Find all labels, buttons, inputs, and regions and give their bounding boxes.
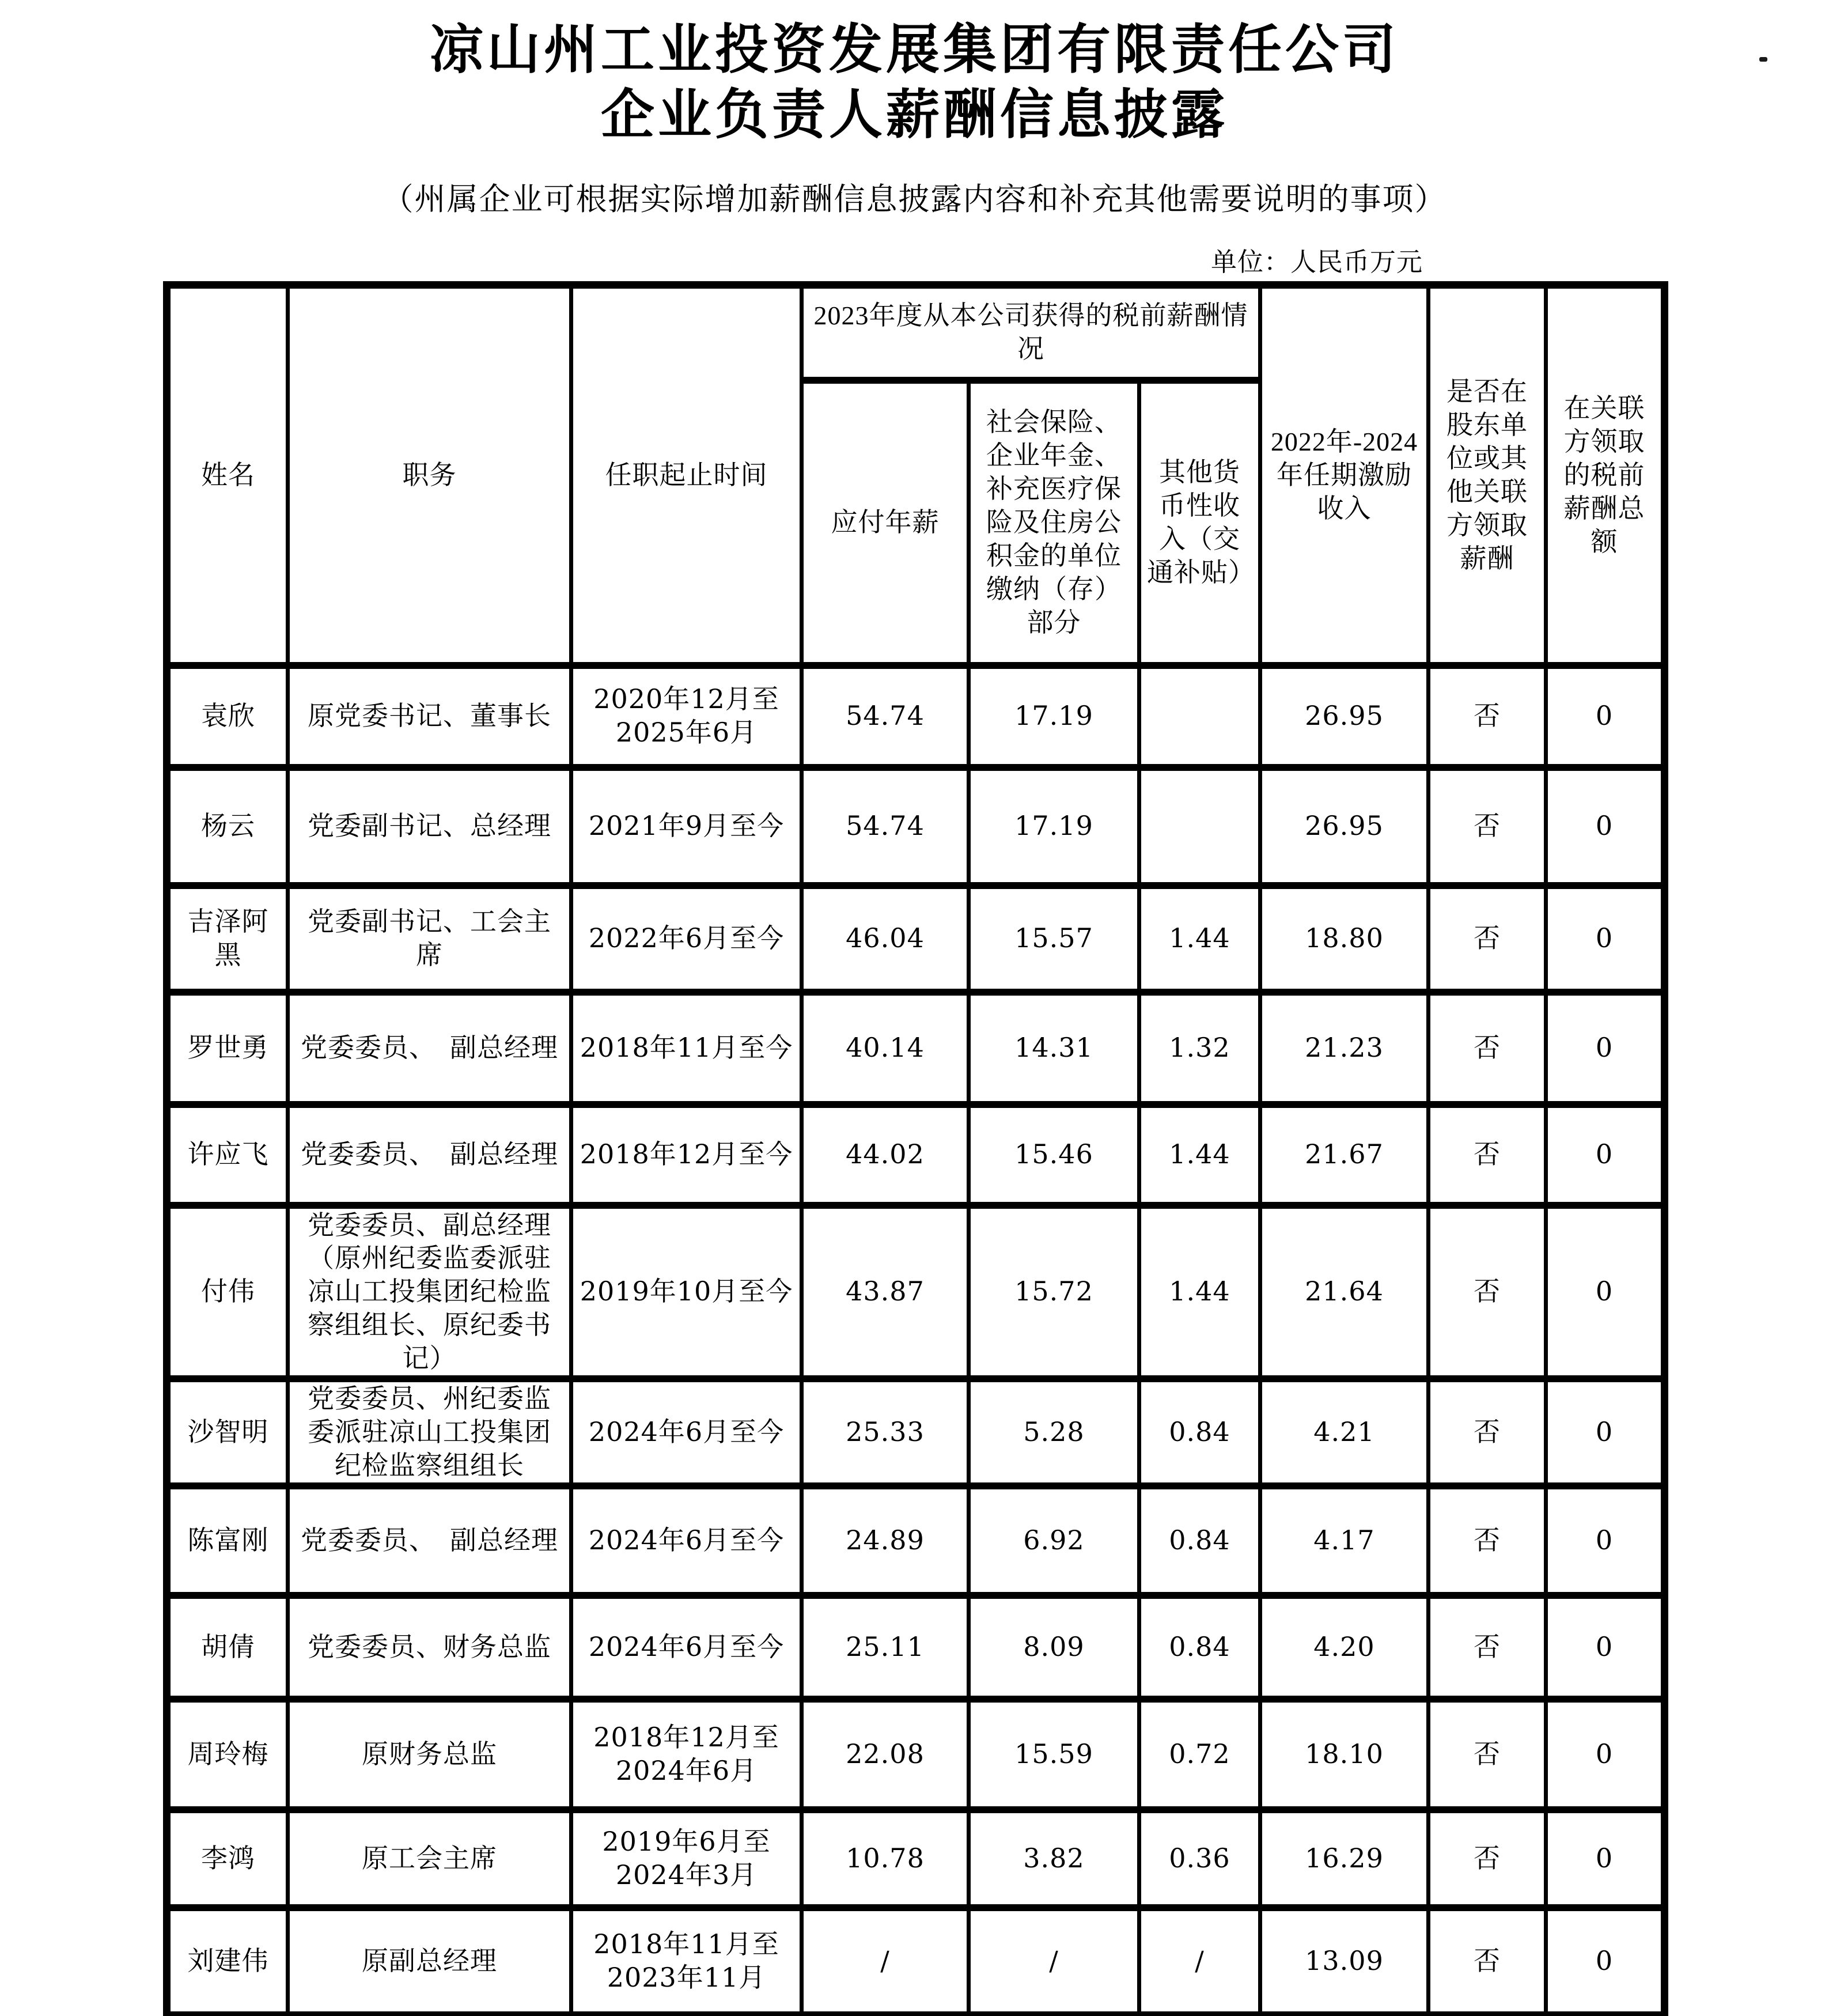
table-row [167, 1205, 1665, 1379]
cell-position: 党委委员、财务总监 [288, 1595, 571, 1699]
cell-name: 周玲梅 [167, 1699, 288, 1810]
cell-related-total: 0 [1546, 1908, 1665, 2016]
cell-name: 杨云 [167, 767, 288, 886]
table-row [167, 1105, 1665, 1205]
cell-other-cash: 0.84 [1139, 1379, 1260, 1486]
cell-other-cash: 0.72 [1139, 1699, 1260, 1810]
table-row [167, 1486, 1665, 1595]
table-row [167, 1595, 1665, 1699]
cell-name: 许应飞 [167, 1105, 288, 1205]
cell-other-cash: / [1139, 1908, 1260, 2016]
cell-social-insurance: 15.72 [969, 1205, 1139, 1379]
header-related-total: 在关联方领取的税前薪酬总额 [1546, 285, 1665, 665]
cell-tenure: 2024年6月至今 [571, 1379, 802, 1486]
cell-related-total: 0 [1546, 886, 1665, 992]
header-salary-payable: 应付年薪 [802, 380, 969, 665]
cell-social-insurance: 5.28 [969, 1379, 1139, 1486]
salary-table [163, 281, 1668, 2016]
cell-tenure: 2018年11月至今 [571, 992, 802, 1105]
page-title [0, 17, 1829, 148]
header-other-cash: 其他货币性收入（交通补贴） [1139, 380, 1260, 665]
cell-incentive: 26.95 [1260, 767, 1429, 886]
cell-tenure: 2019年10月至今 [571, 1205, 802, 1379]
cell-social-insurance: / [969, 1908, 1139, 2016]
cell-name: 袁欣 [167, 665, 288, 767]
cell-related-total: 0 [1546, 767, 1665, 886]
cell-salary-payable: 10.78 [802, 1810, 969, 1908]
cell-salary-payable: / [802, 1908, 969, 2016]
cell-social-insurance: 15.46 [969, 1105, 1139, 1205]
cell-tenure: 2021年9月至今 [571, 767, 802, 886]
cell-related-total: 0 [1546, 1379, 1665, 1486]
cell-position: 党委委员、州纪委监委派驻凉山工投集团纪检监察组组长 [288, 1379, 571, 1486]
cell-other-cash [1139, 665, 1260, 767]
cell-incentive: 18.10 [1260, 1699, 1429, 1810]
cell-social-insurance: 17.19 [969, 665, 1139, 767]
cell-other-cash: 0.36 [1139, 1810, 1260, 1908]
cell-tenure: 2024年6月至今 [571, 1486, 802, 1595]
cell-other-cash: 1.44 [1139, 1105, 1260, 1205]
cell-related-flag: 否 [1429, 1908, 1546, 2016]
cell-other-cash: 1.44 [1139, 1205, 1260, 1379]
cell-incentive: 4.17 [1260, 1486, 1429, 1595]
cell-position: 党委委员、 副总经理 [288, 992, 571, 1105]
table-row [167, 767, 1665, 886]
cell-position: 原财务总监 [288, 1699, 571, 1810]
cell-position: 原副总经理 [288, 1908, 571, 2016]
cell-related-flag: 否 [1429, 1205, 1546, 1379]
cell-social-insurance: 3.82 [969, 1810, 1139, 1908]
cell-related-flag: 否 [1429, 665, 1546, 767]
cell-social-insurance: 15.57 [969, 886, 1139, 992]
cell-name: 吉泽阿黑 [167, 886, 288, 992]
cell-related-flag: 否 [1429, 1486, 1546, 1595]
cell-related-total: 0 [1546, 1699, 1665, 1810]
cell-position: 原党委书记、董事长 [288, 665, 571, 767]
cell-tenure: 2018年11月至2023年11月 [571, 1908, 802, 2016]
cell-tenure: 2022年6月至今 [571, 886, 802, 992]
cell-incentive: 13.09 [1260, 1908, 1429, 2016]
cell-position: 党委副书记、总经理 [288, 767, 571, 886]
cell-other-cash: 1.44 [1139, 886, 1260, 992]
table-row [167, 665, 1665, 767]
cell-name: 罗世勇 [167, 992, 288, 1105]
cell-position: 党委副书记、工会主席 [288, 886, 571, 992]
cell-name: 付伟 [167, 1205, 288, 1379]
header-row-top [167, 285, 1665, 380]
cell-tenure: 2024年6月至今 [571, 1595, 802, 1699]
table-row [167, 1810, 1665, 1908]
cell-tenure: 2020年12月至2025年6月 [571, 665, 802, 767]
cell-salary-payable: 24.89 [802, 1486, 969, 1595]
subtitle: （州属企业可根据实际增加薪酬信息披露内容和补充其他需要说明的事项） [382, 182, 1447, 217]
header-social-insurance: 社会保险、企业年金、补充医疗保险及住房公积金的单位缴纳（存）部分 [969, 380, 1139, 665]
cell-related-total: 0 [1546, 1810, 1665, 1908]
table-row [167, 1908, 1665, 2016]
table-row [167, 886, 1665, 992]
cell-related-flag: 否 [1429, 1595, 1546, 1699]
header-position: 职务 [288, 285, 571, 665]
cell-social-insurance: 8.09 [969, 1595, 1139, 1699]
cell-position: 党委委员、 副总经理 [288, 1486, 571, 1595]
cell-salary-payable: 54.74 [802, 767, 969, 886]
cell-related-total: 0 [1546, 1105, 1665, 1205]
cell-salary-payable: 25.11 [802, 1595, 969, 1699]
cell-salary-payable: 25.33 [802, 1379, 969, 1486]
cell-incentive: 4.20 [1260, 1595, 1429, 1699]
cell-incentive: 18.80 [1260, 886, 1429, 992]
cell-salary-payable: 44.02 [802, 1105, 969, 1205]
cell-position: 原工会主席 [288, 1810, 571, 1908]
cell-name: 李鸿 [167, 1810, 288, 1908]
cell-name: 胡倩 [167, 1595, 288, 1699]
cell-social-insurance: 15.59 [969, 1699, 1139, 1810]
header-tenure: 任职起止时间 [571, 285, 802, 665]
cell-incentive: 16.29 [1260, 1810, 1429, 1908]
cell-tenure: 2018年12月至今 [571, 1105, 802, 1205]
unit-note: 单位：人民币万元 [1211, 248, 1423, 277]
header-salary-group: 2023年度从本公司获得的税前薪酬情况 [802, 285, 1260, 380]
table-row [167, 1699, 1665, 1810]
table-body [167, 665, 1665, 2016]
cell-salary-payable: 54.74 [802, 665, 969, 767]
cell-salary-payable: 43.87 [802, 1205, 969, 1379]
table-row [167, 1379, 1665, 1486]
cell-name: 刘建伟 [167, 1908, 288, 2016]
cell-salary-payable: 40.14 [802, 992, 969, 1105]
cell-related-flag: 否 [1429, 1810, 1546, 1908]
header-name: 姓名 [167, 285, 288, 665]
page-title-line2: 企业负责人薪酬信息披露 [601, 85, 1228, 145]
cell-related-total: 0 [1546, 1205, 1665, 1379]
header-incentive: 2022年-2024年任期激励收入 [1260, 285, 1429, 665]
page-title-line1: 凉山州工业投资发展集团有限责任公司 [430, 20, 1399, 80]
cell-related-total: 0 [1546, 665, 1665, 767]
cell-related-total: 0 [1546, 1595, 1665, 1699]
cell-related-flag: 否 [1429, 1105, 1546, 1205]
cell-incentive: 4.21 [1260, 1379, 1429, 1486]
cell-name: 陈富刚 [167, 1486, 288, 1595]
cell-other-cash: 0.84 [1139, 1486, 1260, 1595]
cell-salary-payable: 46.04 [802, 886, 969, 992]
cell-tenure: 2018年12月至2024年6月 [571, 1699, 802, 1810]
cell-incentive: 21.67 [1260, 1105, 1429, 1205]
cell-related-flag: 否 [1429, 1379, 1546, 1486]
cell-social-insurance: 17.19 [969, 767, 1139, 886]
cell-social-insurance: 14.31 [969, 992, 1139, 1105]
cell-name: 沙智明 [167, 1379, 288, 1486]
cell-related-flag: 否 [1429, 886, 1546, 992]
cell-related-flag: 否 [1429, 992, 1546, 1105]
cell-incentive: 26.95 [1260, 665, 1429, 767]
scan-artifact-dot [1759, 57, 1767, 62]
header-related-flag: 是否在股东单位或其他关联方领取薪酬 [1429, 285, 1546, 665]
cell-related-total: 0 [1546, 1486, 1665, 1595]
cell-position: 党委委员、 副总经理 [288, 1105, 571, 1205]
cell-related-flag: 否 [1429, 1699, 1546, 1810]
cell-incentive: 21.23 [1260, 992, 1429, 1105]
cell-other-cash [1139, 767, 1260, 886]
cell-social-insurance: 6.92 [969, 1486, 1139, 1595]
cell-related-total: 0 [1546, 992, 1665, 1105]
cell-other-cash: 1.32 [1139, 992, 1260, 1105]
cell-position: 党委委员、副总经理（原州纪委监委派驻凉山工投集团纪检监察组组长、原纪委书记） [288, 1205, 571, 1379]
cell-other-cash: 0.84 [1139, 1595, 1260, 1699]
table-row [167, 992, 1665, 1105]
cell-salary-payable: 22.08 [802, 1699, 969, 1810]
cell-tenure: 2019年6月至2024年3月 [571, 1810, 802, 1908]
cell-incentive: 21.64 [1260, 1205, 1429, 1379]
cell-related-flag: 否 [1429, 767, 1546, 886]
